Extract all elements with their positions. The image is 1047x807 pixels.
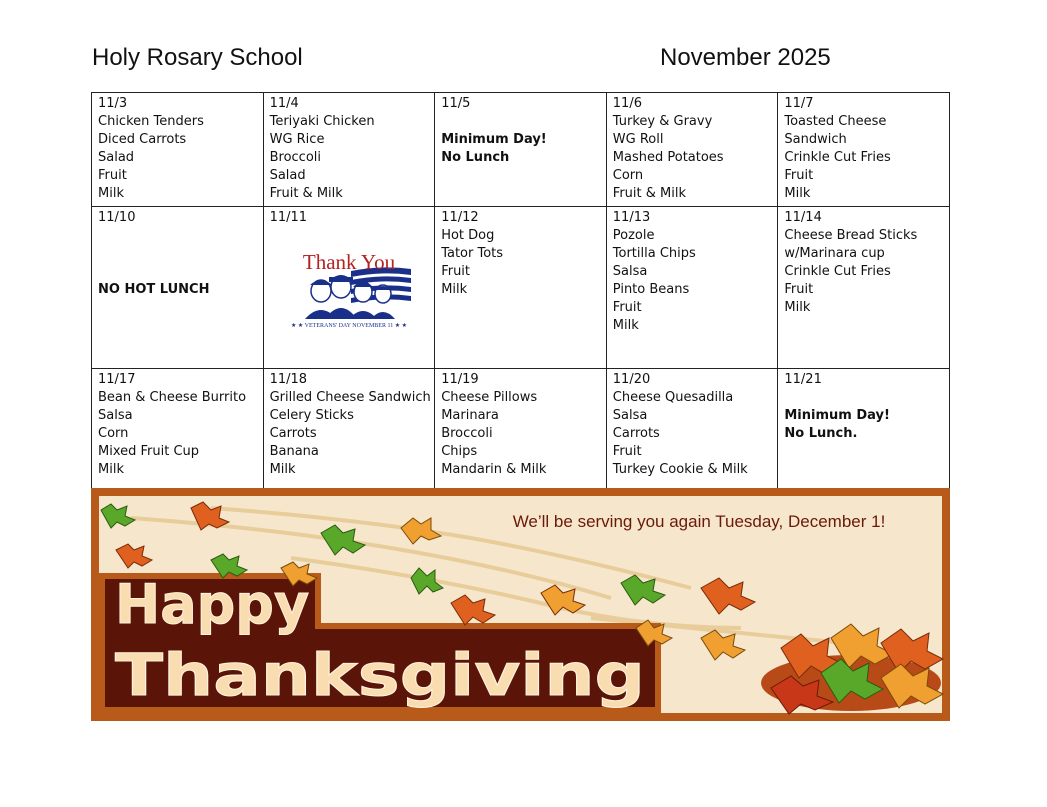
day-date: 11/21 <box>784 372 822 387</box>
serving-again-message: We’ll be serving you again Tuesday, December 1! <box>512 512 886 531</box>
day-date: 11/5 <box>441 96 471 111</box>
day-cell <box>778 369 950 489</box>
day-cell <box>606 369 778 489</box>
menu-item: Celery Sticks <box>269 408 354 423</box>
menu-item: Mandarin & Milk <box>441 462 547 477</box>
calendar-week <box>92 207 950 369</box>
menu-item: Milk <box>98 462 124 477</box>
day-date: 11/18 <box>269 372 308 387</box>
menu-item: Fruit <box>441 264 471 279</box>
day-date: 11/19 <box>441 372 479 387</box>
menu-item: Fruit <box>784 282 814 297</box>
menu-item: Mixed Fruit Cup <box>98 444 200 459</box>
menu-item: Salad <box>269 168 306 183</box>
veterans-day-thank-you-icon <box>281 247 417 329</box>
menu-item: Corn <box>612 168 644 183</box>
menu-item: Mashed Potatoes <box>612 150 724 165</box>
lunch-calendar <box>91 92 950 489</box>
day-cell <box>263 207 435 369</box>
thanksgiving-word: Thanksgiving <box>115 641 645 709</box>
menu-item: Tator Tots <box>441 246 504 261</box>
day-date: 11/3 <box>98 96 128 111</box>
notice-text: Minimum Day! <box>784 408 890 423</box>
menu-item: Milk <box>784 186 811 201</box>
menu-item: Tortilla Chips <box>612 246 696 261</box>
menu-item: Cheese Bread Sticks <box>784 228 918 243</box>
menu-item: Diced Carrots <box>98 132 187 147</box>
menu-item: Milk <box>98 186 124 201</box>
thank-you-title: Thank You <box>302 250 395 274</box>
menu-item: Crinkle Cut Fries <box>784 264 891 279</box>
menu-item: Fruit <box>98 168 127 183</box>
menu-item: Corn <box>98 426 129 441</box>
menu-item: Fruit <box>784 168 814 183</box>
thanksgiving-banner <box>91 488 950 721</box>
day-date: 11/6 <box>612 96 642 111</box>
menu-item: w/Marinara cup <box>784 246 885 261</box>
menu-item: Cheese Pillows <box>441 390 538 405</box>
day-cell <box>92 369 264 489</box>
menu-item: Chips <box>441 444 478 459</box>
menu-item: Crinkle Cut Fries <box>784 150 891 165</box>
school-name: Holy Rosary School <box>92 44 303 71</box>
notice-text: No Lunch <box>441 150 510 165</box>
menu-item: Broccoli <box>441 426 493 441</box>
menu-item: Fruit <box>612 300 642 315</box>
menu-item: Salsa <box>612 408 648 423</box>
notice-text: No Lunch. <box>784 426 858 441</box>
day-date: 11/13 <box>612 210 651 225</box>
menu-item: Fruit <box>612 444 642 459</box>
menu-item: Toasted Cheese <box>784 114 887 129</box>
day-cell <box>92 207 264 369</box>
menu-item <box>441 113 600 131</box>
menu-item: Salad <box>98 150 135 165</box>
day-date: 11/4 <box>269 96 299 111</box>
day-cell <box>778 207 950 369</box>
menu-item: Cheese Quesadilla <box>612 390 734 405</box>
menu-item: Salsa <box>98 408 133 423</box>
menu-item: Pinto Beans <box>612 282 690 297</box>
day-date: 11/12 <box>441 210 479 225</box>
menu-item: Turkey Cookie & Milk <box>612 462 748 477</box>
day-date: 11/17 <box>98 372 136 387</box>
menu-item: Milk <box>441 282 468 297</box>
day-date: 11/7 <box>784 96 814 111</box>
menu-item: WG Roll <box>612 132 664 147</box>
menu-item: Marinara <box>441 408 499 423</box>
menu-item: Pozole <box>612 228 655 243</box>
menu-item: Bean & Cheese Burrito <box>98 390 247 405</box>
menu-item <box>98 263 257 281</box>
notice-text: NO HOT LUNCH <box>98 282 210 297</box>
menu-item: Sandwich <box>784 132 847 147</box>
menu-item: Fruit & Milk <box>269 186 343 201</box>
soldiers <box>305 275 395 319</box>
notice-text: Minimum Day! <box>441 132 547 147</box>
menu-item: Chicken Tenders <box>98 114 204 129</box>
day-cell <box>435 93 607 207</box>
day-date: 11/10 <box>98 210 136 225</box>
menu-item: WG Rice <box>269 132 325 147</box>
day-cell <box>92 93 264 207</box>
day-date: 11/20 <box>612 372 651 387</box>
menu-item: Carrots <box>612 426 660 441</box>
day-date: 11/11 <box>269 210 308 225</box>
day-cell <box>778 93 950 207</box>
happy-word: Happy <box>115 573 310 636</box>
menu-item: Teriyaki Chicken <box>269 114 375 129</box>
day-cell <box>263 369 435 489</box>
menu-item: Milk <box>269 462 296 477</box>
menu-item <box>784 389 943 407</box>
menu-item: Milk <box>784 300 811 315</box>
menu-item: Salsa <box>612 264 648 279</box>
menu-item: Fruit & Milk <box>612 186 686 201</box>
menu-item: Banana <box>269 444 319 459</box>
menu-item: Turkey & Gravy <box>612 114 713 129</box>
day-date: 11/14 <box>784 210 822 225</box>
menu-item: Broccoli <box>269 150 321 165</box>
day-cell <box>435 207 607 369</box>
menu-item: Milk <box>612 318 639 333</box>
menu-item <box>98 245 257 263</box>
day-cell <box>263 93 435 207</box>
day-cell <box>606 93 778 207</box>
veterans-day-caption: ★ ★ VETERANS' DAY NOVEMBER 11 ★ ★ <box>290 323 407 329</box>
day-cell <box>435 369 607 489</box>
calendar-week <box>92 369 950 489</box>
menu-item: Hot Dog <box>441 228 495 243</box>
day-cell <box>606 207 778 369</box>
menu-item <box>98 227 257 245</box>
menu-item: Carrots <box>269 426 317 441</box>
menu-item: Grilled Cheese Sandwich <box>269 390 431 405</box>
month-title: November 2025 <box>660 44 831 71</box>
calendar-week <box>92 93 950 207</box>
